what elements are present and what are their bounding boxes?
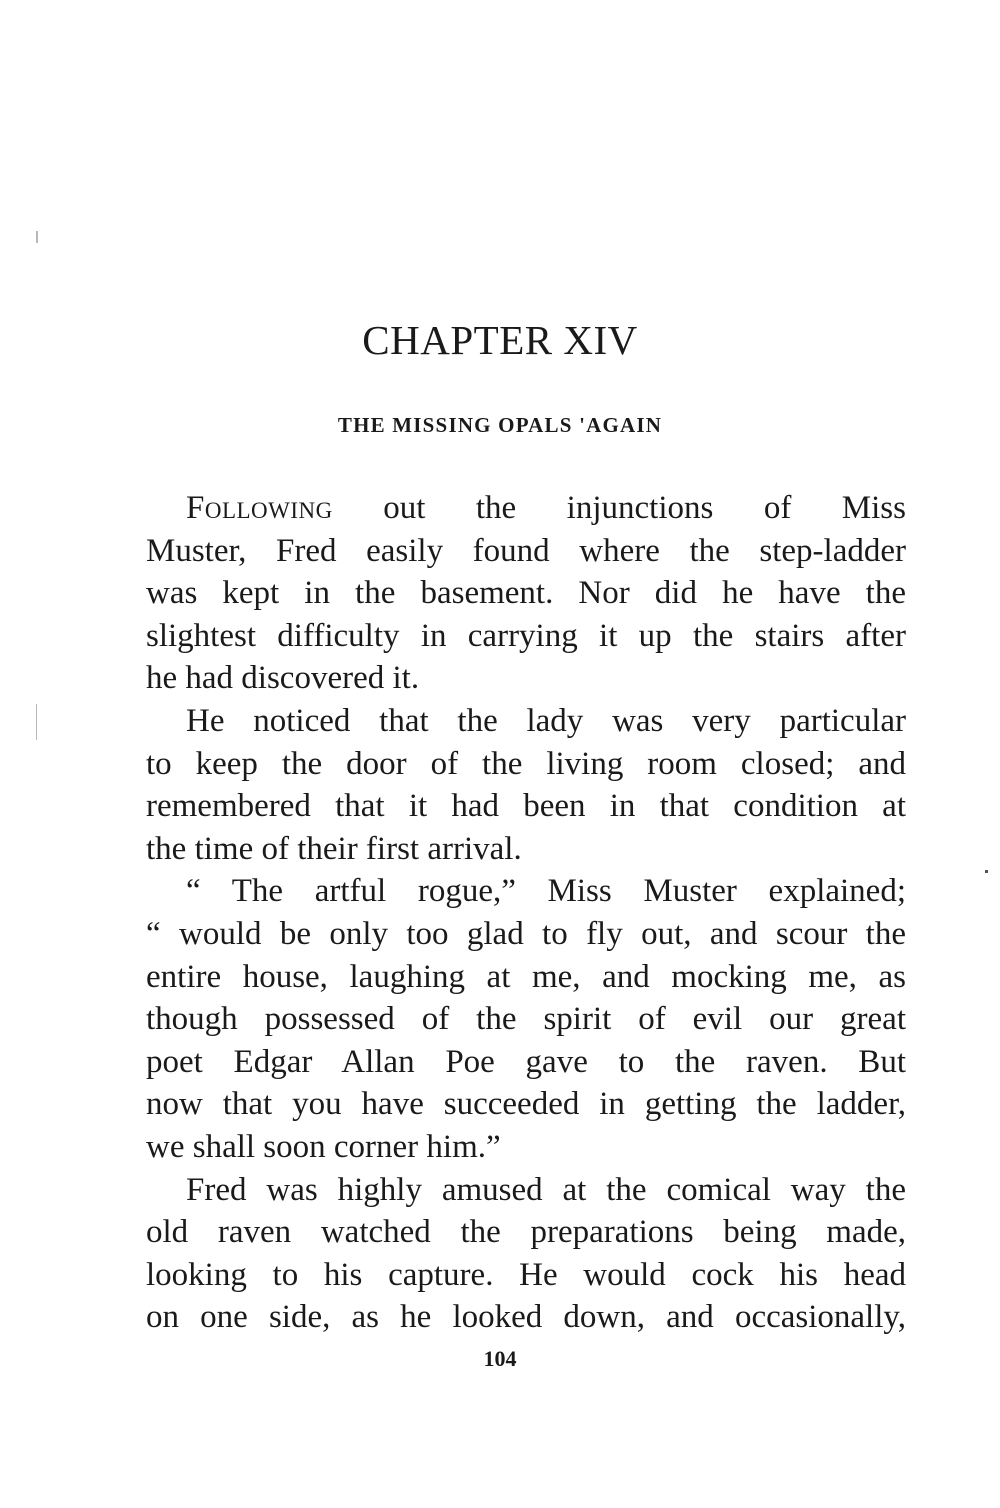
text-line: on one side, as he looked down, and occasionally, <box>146 1299 906 1336</box>
body-text <box>146 487 906 1339</box>
chapter-subtitle: THE MISSING OPALS 'AGAIN <box>337 413 663 437</box>
paragraph-2 <box>146 700 906 870</box>
text-line: remembered that it had been in that condition at <box>146 788 906 825</box>
scan-speck <box>985 870 988 873</box>
text-line: Muster, Fred easily found where the step-ladder <box>146 532 906 569</box>
text-line: Following out the injunctions of Miss <box>186 490 906 526</box>
text-line: was kept in the basement. Nor did he have the <box>146 575 906 612</box>
text-line: though possessed of the spirit of evil our great <box>146 1001 906 1038</box>
paragraph-3 <box>146 870 906 1168</box>
chapter-title: CHAPTER XIV <box>362 317 638 363</box>
scan-speck <box>36 231 38 243</box>
text-line: entire house, laughing at me, and mocking me, as <box>146 958 906 995</box>
text-line: he had discovered it. <box>146 660 420 697</box>
text-line: the time of their first arrival. <box>146 830 522 867</box>
text-line: old raven watched the preparations being made, <box>146 1214 906 1251</box>
text-line: now that you have succeeded in getting the ladder, <box>146 1086 906 1123</box>
text-line: Fred was highly amused at the comical way the <box>186 1171 906 1208</box>
text-line: we shall soon corner him.” <box>146 1128 501 1165</box>
text-line: poet Edgar Allan Poe gave to the raven. But <box>146 1043 906 1080</box>
scan-speck <box>36 704 37 740</box>
drop-lead-word: Following <box>186 490 333 526</box>
text-line: He noticed that the lady was very particular <box>186 702 906 739</box>
paragraph-1 <box>146 487 906 700</box>
text-line: looking to his capture. He would cock his head <box>146 1256 906 1293</box>
text-line: “ The artful rogue,” Miss Muster explained; <box>186 873 906 910</box>
paragraph-4 <box>146 1169 906 1339</box>
text-line: to keep the door of the living room closed; and <box>146 745 906 782</box>
page-number: 104 <box>483 1346 517 1371</box>
text-line: “ would be only too glad to fly out, and scour the <box>146 915 906 952</box>
text-line: slightest difficulty in carrying it up the stairs after <box>146 617 906 654</box>
